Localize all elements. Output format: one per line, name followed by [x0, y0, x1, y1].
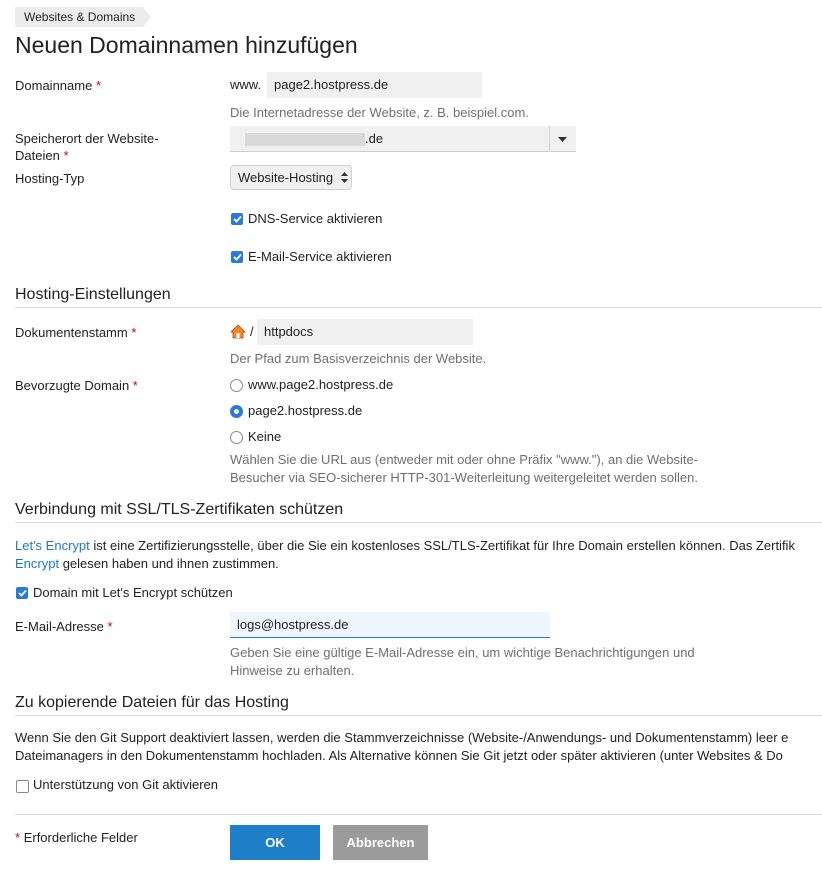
lets-encrypt-link[interactable]: Let's Encrypt — [15, 538, 90, 553]
ssl-section-title: Verbindung mit SSL/TLS-Zertifikaten schützen — [15, 501, 344, 518]
dropdown-button[interactable] — [549, 126, 576, 152]
hosting-type-value: Website-Hosting — [238, 170, 334, 185]
breadcrumb[interactable]: Websites & Domains — [15, 7, 143, 27]
preferred-domain-option-none[interactable]: Keine — [248, 429, 282, 444]
lets-encrypt-checkbox[interactable] — [16, 587, 28, 599]
page-title: Neuen Domainnamen hinzufügen — [15, 32, 358, 58]
email-hint: Geben Sie eine gültige E-Mail-Adresse ein, um wichtige Benachrichtigungen und Hinweise zu erhalten. — [230, 645, 695, 678]
hosting-settings-title: Hosting-Einstellungen — [15, 286, 171, 303]
files-section-title: Zu kopierende Dateien für das Hosting — [15, 694, 289, 711]
required-fields-note: * Erforderliche Felder — [15, 830, 138, 845]
lets-encrypt-label[interactable]: Domain mit Let's Encrypt schützen — [33, 585, 233, 600]
document-root-hint: Der Pfad zum Basisverzeichnis der Website. — [230, 351, 487, 366]
preferred-domain-option-bare[interactable]: page2.hostpress.de — [248, 403, 363, 418]
divider — [15, 814, 822, 815]
divider — [15, 307, 822, 308]
mail-service-label[interactable]: E-Mail-Service aktivieren — [248, 249, 392, 264]
preferred-domain-label: Bevorzugte Domain * — [15, 378, 138, 393]
storage-location-select[interactable] — [230, 126, 576, 152]
ssl-description: Let's Encrypt ist eine Zertifizierungsstelle, über die Sie ein kostenloses SSL/TLS-Zertifikat für Ihre Domain erstellen können. Das Zertifik Encrypt gelesen haben und ihnen zustimmen. — [15, 538, 795, 571]
document-root-input[interactable]: httpdocs — [257, 319, 473, 345]
storage-location-label: Speicherort der Website- Dateien * — [15, 131, 159, 163]
domain-name-hint: Die Internetadresse der Website, z. B. beispiel.com. — [230, 105, 529, 120]
email-input[interactable]: logs@hostpress.de — [230, 612, 550, 638]
hosting-type-label: Hosting-Typ — [15, 171, 85, 186]
checkmark-icon — [233, 215, 242, 223]
chevron-down-icon — [558, 137, 567, 142]
hosting-type-select[interactable] — [230, 165, 352, 190]
dns-service-label[interactable]: DNS-Service aktivieren — [248, 211, 383, 226]
lets-encrypt-terms-link[interactable]: Encrypt — [15, 556, 60, 571]
cancel-button[interactable]: Abbrechen — [333, 825, 428, 860]
checkmark-icon — [18, 589, 27, 597]
mail-service-checkbox[interactable] — [231, 251, 243, 263]
home-icon — [230, 324, 246, 339]
git-support-checkbox[interactable] — [16, 780, 29, 793]
files-description: Wenn Sie den Git Support deaktiviert lassen, werden die Stammverzeichnisse (Website-/Anwendungs- und Dokumentenstamm) leer e Dateimanagers in den Dokumentenstamm hochladen. Als Alternative können Sie Git jetzt oder später aktivieren (unter Websites & Do — [15, 730, 789, 763]
git-support-label[interactable]: Unterstützung von Git aktivieren — [33, 777, 218, 792]
divider — [15, 715, 822, 716]
dns-service-checkbox[interactable] — [231, 213, 243, 225]
storage-location-value: .de — [365, 131, 384, 146]
ok-button[interactable]: OK — [230, 825, 320, 860]
preferred-domain-radio-bare[interactable] — [230, 405, 243, 418]
document-root-label: Dokumentenstamm * — [15, 325, 137, 340]
divider — [15, 522, 822, 523]
redacted-domain — [245, 133, 365, 146]
preferred-domain-radio-none[interactable] — [230, 431, 243, 444]
email-label: E-Mail-Adresse * — [15, 619, 113, 634]
preferred-domain-hint: Wählen Sie die URL aus (entweder mit oder ohne Präfix "www."), an die Website- Besucher via SEO-sicherer HTTP-301-Weiterleitung weitergeleitet werden sollen. — [230, 452, 699, 485]
www-prefix: www. — [230, 77, 262, 92]
required-mark: * — [95, 78, 102, 93]
domain-name-label: Domainname * — [15, 78, 102, 93]
preferred-domain-radio-www[interactable] — [230, 379, 243, 392]
path-separator: / — [250, 324, 254, 339]
preferred-domain-option-www[interactable]: www.page2.hostpress.de — [248, 377, 394, 392]
select-arrows-icon — [341, 172, 348, 183]
checkmark-icon — [233, 253, 242, 261]
domain-name-input[interactable]: page2.hostpress.de — [267, 72, 482, 98]
